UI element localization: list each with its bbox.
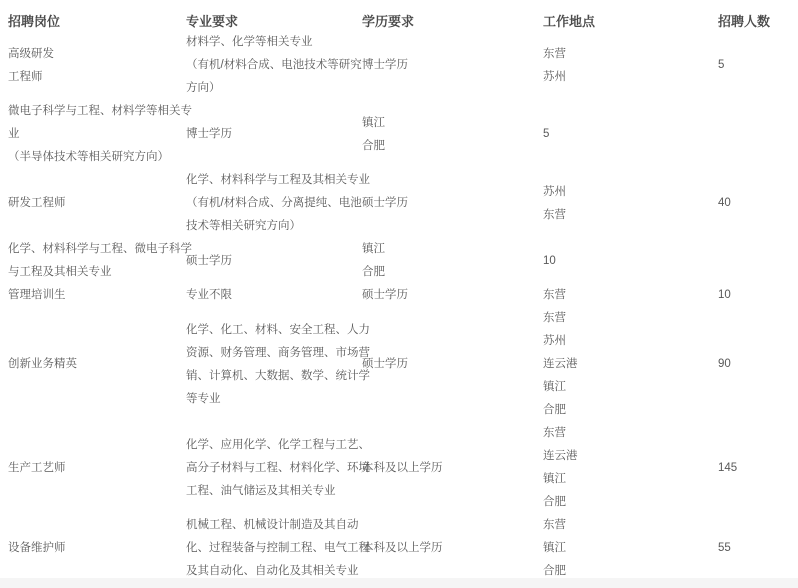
cell-position: [8, 31, 186, 100]
cell-education: [362, 422, 543, 514]
text-line: 镇江: [543, 381, 566, 393]
text-line: 化学、材料科学与工程、微电子科学: [8, 243, 192, 255]
text-line: 90: [718, 358, 731, 370]
text-line: 博士学历: [186, 128, 232, 140]
text-line: 生产工艺师: [8, 461, 66, 474]
text-line: 高分子材料与工程、材料化学、环境: [186, 461, 370, 474]
text-line: 镇江: [362, 116, 385, 129]
text-line: （半导体技术等相关研究方向）: [8, 151, 169, 163]
text-line: 硕士学历: [362, 289, 408, 301]
text-line: 东营: [543, 312, 566, 324]
text-line: 本科及以上学历: [362, 461, 443, 474]
cell-education: [362, 31, 543, 100]
text-line: 连云港: [543, 358, 578, 370]
text-line: （有机/材料合成、分离提纯、电池: [186, 197, 362, 209]
cell-headcount: [718, 31, 798, 100]
cell-major-requirement: [186, 422, 370, 514]
text-line: 硕士学历: [362, 358, 408, 370]
text-line: 东营: [543, 427, 566, 439]
text-line: 微电子科学与工程、材料学等相关专: [8, 105, 192, 117]
cell-position: [8, 100, 192, 169]
text-line: 5: [543, 128, 550, 140]
text-line: 镇江: [543, 473, 566, 485]
cell-education: [362, 169, 543, 238]
text-line: 管理培训生: [8, 289, 66, 301]
text-line: 化学、材料科学与工程及其相关专业: [186, 174, 370, 186]
text-line: 镇江: [543, 542, 566, 554]
table-row: [8, 169, 798, 238]
text-line: 连云港: [543, 450, 578, 462]
text-line: 机械工程、机械设计制造及其自动: [186, 519, 359, 531]
column-header-education: 学历要求: [362, 13, 415, 29]
cell-work-location: [543, 422, 718, 514]
cell-headcount: [718, 169, 798, 238]
text-line: 苏州: [543, 185, 566, 198]
text-line: 技术等相关研究方向）: [186, 220, 301, 232]
cell-headcount: [718, 307, 798, 422]
cell-major-requirement: [186, 307, 370, 422]
text-line: 材料学、化学等相关专业: [186, 36, 313, 48]
text-line: 硕士学历: [186, 254, 232, 267]
column-header-headcount: 招聘人数: [718, 13, 771, 29]
text-line: 化、过程装备与控制工程、电气工程: [186, 542, 370, 554]
column-header-position: 招聘岗位: [8, 13, 61, 29]
text-line: 硕士学历: [362, 197, 408, 209]
cell-position: [8, 284, 186, 307]
column-header-major: 专业要求: [186, 13, 239, 29]
cell-position: [8, 169, 186, 238]
cell-headcount: [718, 100, 798, 169]
cell-work-location: [543, 284, 718, 307]
cell-headcount: [718, 284, 798, 307]
text-line: 工程、油气储运及其相关专业: [186, 484, 336, 497]
cell-major-requirement: [186, 514, 370, 583]
cell-headcount: [718, 514, 798, 583]
cell-education: [362, 514, 543, 583]
text-line: （有机/材料合成、电池技术等研究: [186, 59, 362, 71]
cell-work-location: [543, 307, 718, 422]
cell-position: [8, 238, 192, 284]
text-line: 业: [8, 128, 20, 140]
table-row: [8, 514, 798, 583]
text-line: 工程师: [8, 70, 43, 83]
cell-major-requirement: [186, 238, 362, 284]
text-line: 合肥: [362, 139, 385, 152]
text-line: 5: [718, 59, 725, 71]
text-line: 创新业务精英: [8, 358, 77, 370]
cell-education: [362, 307, 543, 422]
text-line: 东营: [543, 289, 566, 301]
cell-work-location: [543, 238, 718, 284]
cell-work-location: [543, 514, 718, 583]
text-line: 本科及以上学历: [362, 542, 443, 554]
text-line: 东营: [543, 47, 566, 60]
text-line: 方向）: [186, 82, 221, 94]
cell-work-location: [543, 169, 718, 238]
cell-major-requirement: [186, 100, 362, 169]
table-row: [8, 100, 798, 169]
text-line: 东营: [543, 208, 566, 221]
cell-work-location: [543, 100, 718, 169]
text-line: 苏州: [543, 335, 566, 347]
text-line: 高级研发: [8, 47, 54, 60]
text-line: 145: [718, 461, 738, 474]
text-line: 苏州: [543, 70, 566, 83]
cell-major-requirement: [186, 31, 362, 100]
table-body: [8, 31, 798, 583]
cell-headcount: [718, 238, 798, 284]
table-row: [8, 307, 798, 422]
text-line: 合肥: [543, 496, 566, 508]
text-line: 10: [543, 254, 556, 267]
cell-position: [8, 422, 186, 514]
text-line: 合肥: [543, 404, 566, 416]
text-line: 博士学历: [362, 59, 408, 71]
text-line: 及其自动化、自动化及其相关专业: [186, 565, 359, 577]
text-line: 合肥: [362, 266, 385, 278]
text-line: 东营: [543, 519, 566, 531]
table-row: [8, 238, 798, 284]
cell-education: [362, 100, 543, 169]
table-header-row: [8, 9, 798, 31]
text-line: 合肥: [543, 565, 566, 577]
cell-major-requirement: [186, 284, 362, 307]
text-line: 与工程及其相关专业: [8, 266, 112, 278]
text-line: 10: [718, 289, 731, 301]
table-row: [8, 31, 798, 100]
text-line: 研发工程师: [8, 197, 66, 209]
text-line: 镇江: [362, 243, 385, 255]
cell-position: [8, 514, 186, 583]
text-line: 化学、应用化学、化学工程与工艺、: [186, 438, 370, 451]
cell-work-location: [543, 31, 718, 100]
text-line: 55: [718, 542, 731, 554]
text-line: 销、计算机、大数据、数学、统计学: [186, 369, 370, 382]
text-line: 化学、化工、材料、安全工程、人力: [186, 323, 370, 336]
cell-education: [362, 284, 543, 307]
cell-major-requirement: [186, 169, 370, 238]
text-line: 设备维护师: [8, 542, 66, 554]
text-line: 40: [718, 197, 731, 209]
cell-education: [362, 238, 543, 284]
text-line: 专业不限: [186, 289, 232, 301]
table-row: [8, 284, 798, 307]
text-line: 等专业: [186, 392, 221, 405]
cell-position: [8, 307, 186, 422]
text-line: 资源、财务管理、商务管理、市场营: [186, 346, 370, 359]
cell-headcount: [718, 422, 798, 514]
column-header-location: 工作地点: [543, 13, 596, 29]
table-row: [8, 422, 798, 514]
